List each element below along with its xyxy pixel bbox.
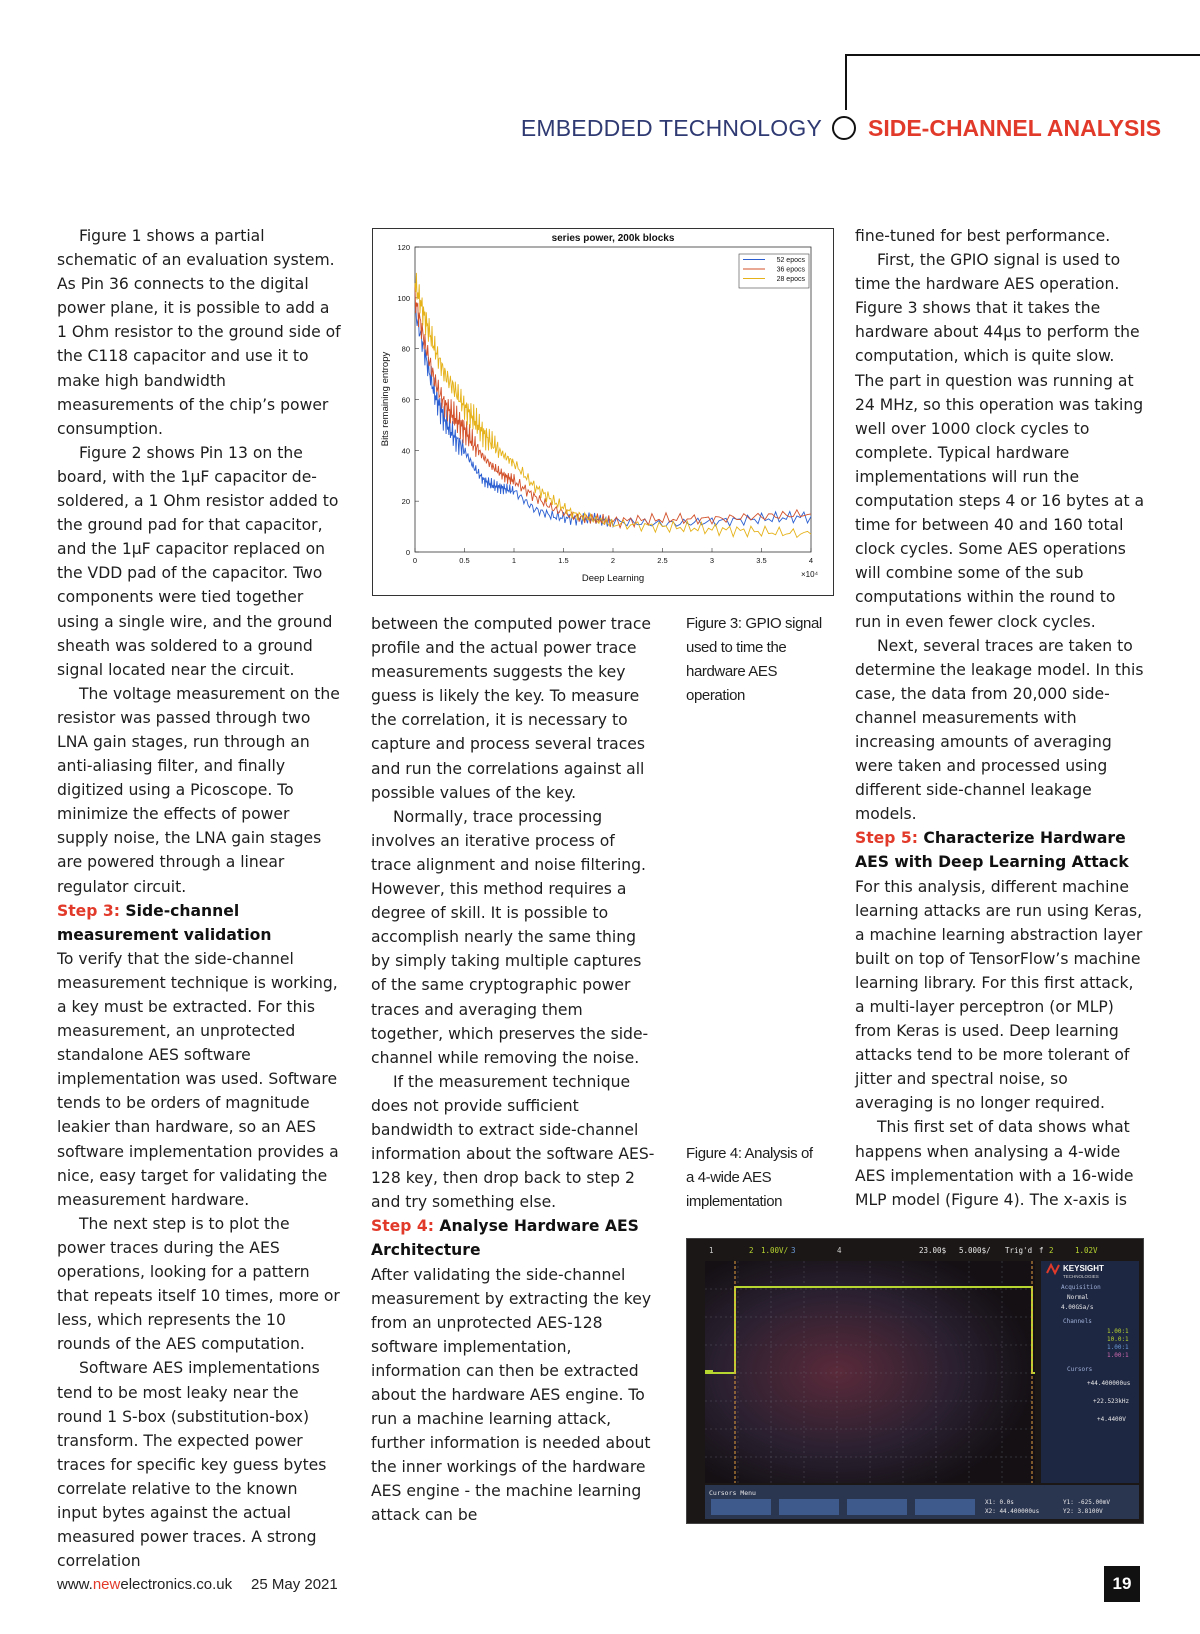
scope-panel-value: 1.00:1 [1107,1352,1129,1359]
legend-entry: 28 epocs [776,276,805,283]
paragraph: If the measurement technique does not provide sufficient bandwidth to extract side-channel information about the software AES-128 key, then drop back to step 2 and try something else. [371,1072,655,1212]
step-number: Step 4: [371,1217,434,1236]
scope-brand-sub: TECHNOLOGIES [1063,1274,1099,1279]
paragraph: between the computed power trace profile and the actual power trace measurements suggests the key guess is likely the key. To measure the correlation, it is necessary to capture and process several traces and run the correlations against all possible values of the key. [371,615,651,802]
scope-panel-value: +22.523kHz [1093,1398,1130,1405]
figure-4-caption: Figure 4: Analysis of a 4-wide AES implementation [686,1145,813,1210]
footer-url[interactable] [57,1576,232,1593]
footer-date: 25 May 2021 [251,1576,338,1593]
scope-panel-value: Normal [1067,1294,1089,1301]
scope-panel-value: 4.00GSa/s [1061,1304,1094,1311]
paragraph: The voltage measurement on the resistor was passed through two LNA gain stages, run through an anti-aliasing filter, and finally digitized using a Picoscope. To minimize the effects of power supply noise, the LNA gain stages are powered through a linear regulator circuit. [57,684,340,896]
scope-bottom-readout: Y1: -625.00mV [1063,1499,1110,1506]
y-tick-label: 0 [405,548,410,557]
scope-readout: 1.02V [1075,1246,1098,1255]
paragraph: fine-tuned for best performance. [855,227,1111,245]
y-tick-label: 100 [397,293,410,303]
figure-3-caption: Figure 3: GPIO signal used to time the hardware AES operation [686,615,822,704]
scope-brand: KEYSIGHT [1063,1264,1104,1273]
x-tick-label: 3 [709,556,715,565]
paragraph: First, the GPIO signal is used to time the hardware AES operation. Figure 3 shows that it takes the hardware about 44µs to perform the computation, which is quite slow. The part in question was running at 24 MHz, so this operation was taking well over 1000 clock cycles to complete. Typical hardware implementations will run the computation steps 4 or 16 bytes at a time for between 40 and 160 total clock cycles. Some AES operations will combine some of the sub computations within the round to run in even fewer clock cycles. [855,251,1145,631]
scope-side-panel [1041,1261,1139,1483]
chart-title: series power, 200k blocks [551,233,675,244]
step-number: Step 5: [855,829,918,848]
column-2 [371,612,657,1528]
legend-entry: 52 epocs [776,257,805,264]
scope-panel-label: Cursors [1067,1366,1093,1373]
x-tick-label: 3.5 [756,556,767,565]
footer-url-prefix: www. [57,1576,93,1593]
plot-area [415,247,811,552]
paragraph: After validating the side-channel measurement by extracting the key from an unprotected AES-128 software implementation, information can then be extracted about the hardware AES engine. To run a machine learning attack, further information is needed about the inner workings of the hardware AES engine - the machine learning attack can be [371,1265,652,1525]
step-4-heading [371,1214,657,1262]
x-axis-multiplier: ×10⁴ [801,570,819,579]
page-number: 19 [1104,1566,1140,1602]
scope-bottom-readout: Y2: 3.8100V [1063,1508,1103,1515]
paragraph: This first set of data shows what happens when analysing a 4-wide AES implementation with a 16-wide MLP model (Figure 4). The x-axis is [855,1118,1134,1209]
header-rule-vertical [845,54,847,110]
paragraph: Figure 2 shows Pin 13 on the board, with the 1µF capacitor de-soldered, a 1 Ohm resistor added to the ground pad for that capacitor, and the 1µF capacitor replaced on the VDD pad of the capacitor. Two components were tied together using a single wire, and the ground sheath was soldered to a ground signal located near the circuit. [57,443,339,679]
paragraph: For this analysis, different machine learning attacks are run using Keras, a machine learning abstraction layer built on top of TensorFlow’s machine learning library. For this first attack, a multi-layer perceptron (or MLP) from Keras is used. Deep learning attacks tend to be more tolerant of jitter and spectral noise, so averaging is no longer required. [855,877,1143,1113]
header-section: EMBEDDED TECHNOLOGY [520,115,822,141]
scope-panel-value: +4.4400V [1097,1416,1126,1423]
step-title: Side-channel measurement validation [57,901,272,944]
paragraph: Software AES implementations tend to be most leaky near the round 1 S-box (substitution-box) transform. The expected power traces for specific key guess bytes correlate relative to the known input bytes against the actual measured power traces. A strong correlation [57,1359,327,1571]
step-title: Characterize Hardware AES with Deep Learning Attack [855,829,1129,872]
x-tick-label: 4 [808,556,814,565]
paragraph: Figure 1 shows a partial schematic of an evaluation system. As Pin 36 connects to the digital power plane, it is possible to add a 1 Ohm resistor to the ground side of the C118 capacitor and use it to make high bandwidth measurements of the chip’s power consumption. [57,227,341,438]
paragraph: To verify that the side-channel measurement technique is working, a key must be extracted. For this measurement, an unprotected standalone AES software implementation was used. Software tends to be orders of magnitude leakier than hardware, so an AES software implementation provides a nice, easy target for validating the measurement hardware. [57,949,339,1209]
header-circle-icon [832,116,856,140]
chart-svg [373,229,833,595]
scope-menu-label: Cursors Menu [709,1489,756,1497]
scope-readout: f [1039,1246,1044,1255]
paragraph: The next step is to plot the power traces during the AES operations, looking for a pattern that repeats itself 10 times, more or less, which represents the 10 rounds of the AES computation. [57,1214,340,1354]
y-axis-label: Bits remaining entropy [380,351,391,447]
x-tick-label: 1.5 [558,556,569,565]
step-title: Analyse Hardware AES Architecture [371,1217,639,1260]
step-number: Step 3: [57,901,120,920]
footer-url-suffix: electronics.co.uk [120,1576,233,1593]
scope-readout: 3 [791,1246,796,1255]
x-tick-label: 2 [610,556,616,565]
scope-panel-value: 1.00:1 [1107,1344,1129,1351]
y-tick-label: 40 [401,446,410,456]
scope-panel-label: Acquisition [1061,1284,1101,1291]
step-5-heading [855,826,1145,874]
x-tick-label: 0 [412,556,418,565]
x-axis-label: Deep Learning [581,573,645,584]
x-tick-label: 0.5 [459,556,470,565]
scope-panel-label: Channels [1063,1318,1092,1325]
figure-3-chart [372,228,834,596]
scope-readout: 5.000$/ [959,1246,991,1255]
footer-url-brand: new [92,1576,121,1593]
x-tick-label: 2.5 [657,556,668,565]
scope-readout: 2 [1049,1246,1054,1255]
legend-entry: 36 epocs [776,266,805,274]
x-tick-label: 1 [511,556,517,565]
oscilloscope-screen [687,1239,1143,1523]
scope-readout: 1.00V/ [761,1246,789,1255]
column-1 [57,224,341,1573]
scope-readout: Trig'd [1005,1246,1033,1255]
y-tick-label: 20 [401,497,410,507]
scope-readout: 2 [749,1246,754,1255]
scope-readout: 4 [837,1246,842,1255]
y-tick-label: 120 [397,243,410,252]
scope-bottom-readout: X1: 0.0s [985,1499,1014,1506]
scope-panel-value: +44.400000us [1087,1380,1131,1387]
figure-4-oscilloscope-photo [686,1238,1144,1524]
step-3-heading [57,899,341,947]
paragraph: Next, several traces are taken to determine the leakage model. In this case, the data from 20,000 side-channel measurements with increasing amounts of averaging were taken and processed using different side-channel leakage models. [855,636,1144,824]
paragraph: Normally, trace processing involves an iterative process of trace alignment and noise filtering. However, this method requires a degree of skill. It is possible to accomplish nearly the same thing by simply taking multiple captures of the same cryptographic power traces and averaging them together, which preserves the side-channel while removing the noise. [371,807,649,1067]
scope-readout: 1 [709,1246,714,1255]
scope-bottom-readout: X2: 44.400000us [985,1508,1040,1515]
scope-panel-value: 1.00:1 [1107,1328,1129,1335]
header-topic: SIDE-CHANNEL ANALYSIS [868,115,1162,141]
scope-panel-value: 10.0:1 [1107,1336,1129,1343]
header-rule [845,54,1200,56]
y-tick-label: 80 [401,344,410,354]
scope-readout: 23.00$ [919,1246,947,1255]
y-tick-label: 60 [401,395,410,405]
column-3 [855,224,1145,1212]
